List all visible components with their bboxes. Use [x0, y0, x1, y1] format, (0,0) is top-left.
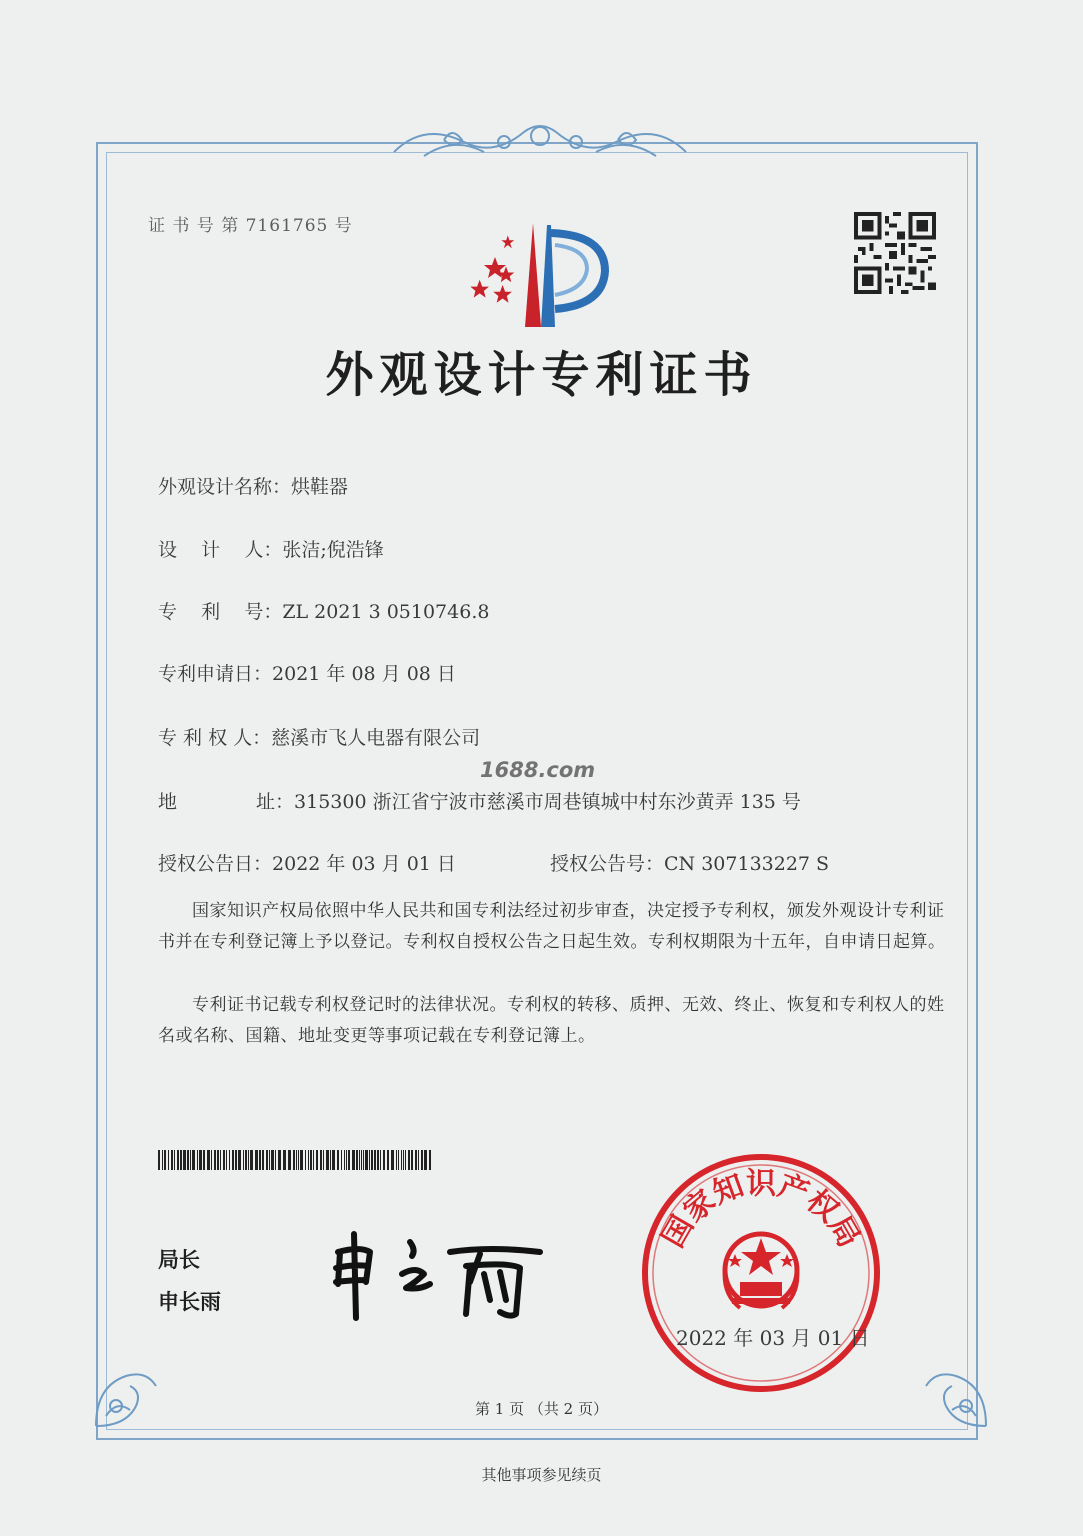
address-label-start: 地: [158, 791, 178, 813]
grant-date-row: [158, 849, 456, 876]
filing-date-row: [158, 659, 456, 686]
grant-number-value: CN 307133227 S: [664, 853, 830, 875]
address-row: [158, 787, 801, 814]
qr-code-icon: [854, 212, 936, 294]
cnipa-logo-icon: [455, 205, 625, 335]
patent-number-value: ZL 2021 3 0510746.8: [282, 601, 490, 623]
official-seal-icon: [640, 1152, 882, 1394]
corner-ornament-icon: [916, 1356, 996, 1436]
corner-ornament-icon: [86, 1356, 166, 1436]
patentee-value: 慈溪市飞人电器有限公司: [271, 727, 481, 749]
signature-icon: [320, 1222, 560, 1322]
filing-date-label: 专利申请日：: [158, 663, 273, 685]
seal-text: 国家知识产权局: [655, 1166, 867, 1254]
seal-date: 2022 年 03 月 01 日: [676, 1326, 870, 1350]
certificate-title: 外观设计专利证书: [325, 347, 758, 403]
statement-paragraph: 专利证书记载专利权登记时的法律状况。专利权的转移、质押、无效、终止、恢复和专利权人的姓名或名称、国籍、地址变更等事项记载在专利登记簿上。: [158, 995, 945, 1046]
patentee-label: 专 利 权 人：: [158, 727, 272, 749]
filing-date-value: 2021 年 08 月 08 日: [272, 663, 456, 685]
design-name-label: 外观设计名称：: [158, 476, 292, 498]
director-name: 申长雨: [158, 1290, 221, 1314]
director-title: 局长: [158, 1248, 200, 1272]
patent-number-label: 专 利 号：: [158, 601, 283, 623]
patent-number-row: [158, 597, 489, 624]
patentee-row: [158, 723, 480, 750]
address-label-end: 址：: [256, 791, 295, 813]
grant-date-label: 授权公告日：: [158, 853, 273, 875]
page-number: 第 1 页 （共 2 页）: [475, 1400, 608, 1418]
statement-paragraph: 国家知识产权局依照中华人民共和国专利法经过初步审查，决定授予专利权，颁发外观设计专利证书并在专利登记簿上予以登记。专利权自授权公告之日起生效。专利权期限为十五年，自申请日起算。: [158, 901, 946, 952]
grant-number-row: [550, 849, 829, 876]
grant-number-label: 授权公告号：: [550, 853, 665, 875]
footer-note: 其他事项参见续页: [481, 1466, 602, 1484]
top-ornament-icon: [384, 112, 696, 168]
watermark-text: 1688.com: [480, 758, 596, 782]
certificate-number: 证 书 号 第 7161765 号: [148, 216, 353, 236]
designer-value: 张洁;倪浩锋: [282, 539, 384, 561]
barcode-icon: [158, 1150, 434, 1170]
address-value: 315300 浙江省宁波市慈溪市周巷镇城中村东沙黄弄 135 号: [294, 791, 801, 813]
designer-label: 设 计 人：: [158, 539, 283, 561]
design-name-value: 烘鞋器: [291, 476, 349, 498]
design-name-row: [158, 472, 348, 499]
grant-date-value: 2022 年 03 月 01 日: [272, 853, 456, 875]
designer-row: [158, 535, 384, 562]
